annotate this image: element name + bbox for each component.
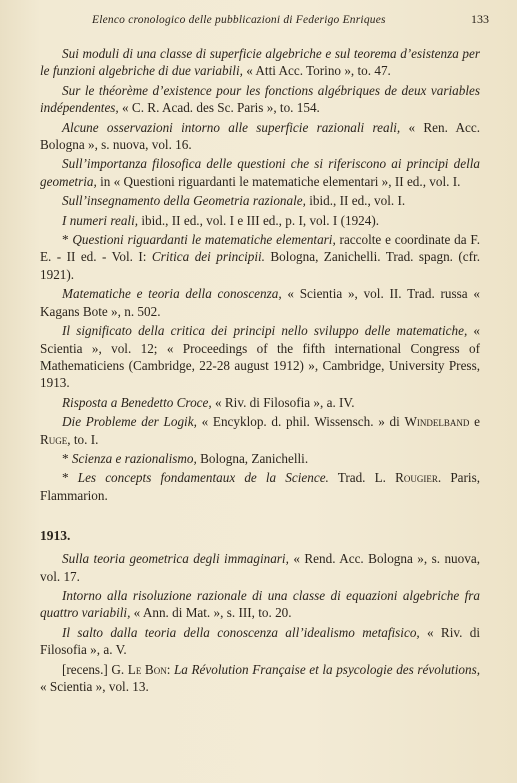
entry-title: Sull’insegnamento della Geometria razionale,: [62, 193, 306, 209]
entry-subtitle: Critica dei principii.: [151, 249, 265, 265]
bibliography-entry: [40, 661, 480, 696]
running-header: [0, 12, 517, 32]
entry-title: Alcune osservazioni intorno alle superficie razionali reali,: [62, 119, 401, 135]
entry-text: :: [166, 661, 174, 677]
entry-source: « Scientia », vol. 13.: [40, 679, 149, 694]
author-name: Windelband: [404, 414, 470, 430]
entry-text: e: [469, 414, 481, 430]
bibliography-entry: [40, 624, 480, 659]
bibliography-entry: [40, 231, 480, 283]
entry-title: Sur le théorème d’existence pour les fonctions algébriques de deux variables indépendentes,: [40, 82, 480, 116]
entry-source: ibid., II ed., vol. I e III ed., p. I, vol. I (1924).: [138, 212, 380, 228]
entry-source: « Scientia », vol. 12; « Proceedings of the fifth international Congress of Mathematiciens (Cambridge, 22-28 august 1912) », Cambridge, University Press, 1913.: [40, 323, 481, 391]
author-name: Ruge: [40, 431, 68, 447]
entry-source: « C. R. Acad. des Sc. Paris », to. 154.: [118, 100, 320, 116]
bibliography-entry: [40, 587, 480, 622]
bibliography-entry: [40, 285, 480, 320]
bibliography-entry: [40, 322, 480, 392]
entry-source: , to. I.: [67, 431, 99, 447]
bibliography-entry: [40, 192, 480, 209]
entry-title: I numeri reali,: [62, 212, 139, 228]
bibliography-entry: [40, 45, 480, 80]
entry-source: Trad. L.: [328, 470, 396, 486]
entry-source: . Paris, Flammarion.: [40, 470, 481, 503]
entry-title: La Révolution Française et la psycologie des révolutions,: [173, 661, 480, 677]
entry-title: Scienza e razionalismo,: [71, 450, 197, 466]
entry-source: Bologna, Zanichelli. Trad. spagn. (cfr. 1921).: [40, 249, 481, 282]
entry-title: Sui moduli di una classe di superficie algebriche e sul teorema d’esistenza per le funzioni algebriche di due variabili,: [40, 46, 480, 79]
entry-source: « Atti Acc. Torino », to. 47.: [242, 63, 391, 79]
running-title: Elenco cronologico delle pubblicazioni di Federigo Enriques: [92, 14, 386, 26]
entry-source: Bologna, Zanichelli.: [196, 450, 309, 466]
entry-title: Die Probleme der Logik,: [62, 414, 197, 430]
entry-title: Sull’importanza filosofica delle questioni che si riferiscono ai principi della geometria,: [40, 156, 480, 189]
bibliography-entry: [40, 155, 480, 190]
bibliography-entry: [40, 394, 480, 411]
entry-source: « Scientia », vol. II. Trad. russa « Kagans Bote », n. 502.: [40, 286, 480, 319]
entry-source: « Encyklop. d. phil. Wissensch. » di: [196, 414, 405, 430]
bibliography-entry: [40, 450, 480, 467]
bibliography-entry: [40, 82, 480, 117]
entry-source: ibid., II ed., vol. I.: [305, 193, 406, 209]
bibliography-entry: [40, 119, 480, 154]
entry-title: Matematiche e teoria della conoscenza,: [62, 286, 282, 302]
bibliography-entry: [40, 550, 480, 585]
entry-title: Intorno alla risoluzione razionale di una classe di equazioni algebriche fra quattro variabili,: [40, 587, 480, 621]
bibliography-entry: [40, 469, 480, 504]
page-body: [40, 45, 480, 697]
author-name: Rougier: [395, 470, 438, 486]
entry-source: raccolte e coordinate da F. E. - II ed. - Vol. I:: [40, 232, 480, 265]
page-number: 133: [471, 12, 489, 26]
entry-source: « Riv. di Filosofia », a. IV.: [211, 394, 355, 410]
entry-title: Risposta a Benedetto Croce,: [62, 394, 212, 410]
entry-title: Les concepts fondamentaux de la Science.: [77, 470, 329, 486]
entry-source: « Rend. Acc. Bologna », s. nuova, vol. 17.: [40, 551, 480, 584]
entry-prefix: *: [62, 232, 73, 248]
bibliography-entry: [40, 413, 480, 448]
bibliography-entry: [40, 212, 480, 229]
entry-title: Questioni riguardanti le matematiche elementari,: [72, 232, 336, 248]
entry-source: « Ann. di Mat. », s. III, to. 20.: [130, 605, 292, 621]
entry-prefix: *: [62, 470, 78, 486]
entry-prefix: [recens.] G.: [62, 661, 128, 677]
entry-title: Il significato della critica dei principi nello sviluppo delle matematiche,: [62, 323, 468, 339]
entry-title: Sulla teoria geometrica degli immaginari,: [62, 551, 289, 567]
author-name: Le Bon: [127, 661, 167, 677]
publication-list-1912: [40, 45, 480, 504]
entry-source: « Riv. di Filosofia », a. V.: [40, 624, 480, 658]
entry-source: in « Questioni riguardanti le matematiche elementari », II ed., vol. I.: [96, 173, 461, 189]
entry-prefix: *: [62, 450, 72, 466]
publication-list-1913: [40, 550, 480, 695]
year-heading: 1913.: [40, 528, 71, 544]
entry-title: Il salto dalla teoria della conoscenza all’idealismo metafisico,: [62, 624, 420, 640]
entry-source: « Ren. Acc. Bologna », s. nuova, vol. 16.: [40, 119, 480, 153]
